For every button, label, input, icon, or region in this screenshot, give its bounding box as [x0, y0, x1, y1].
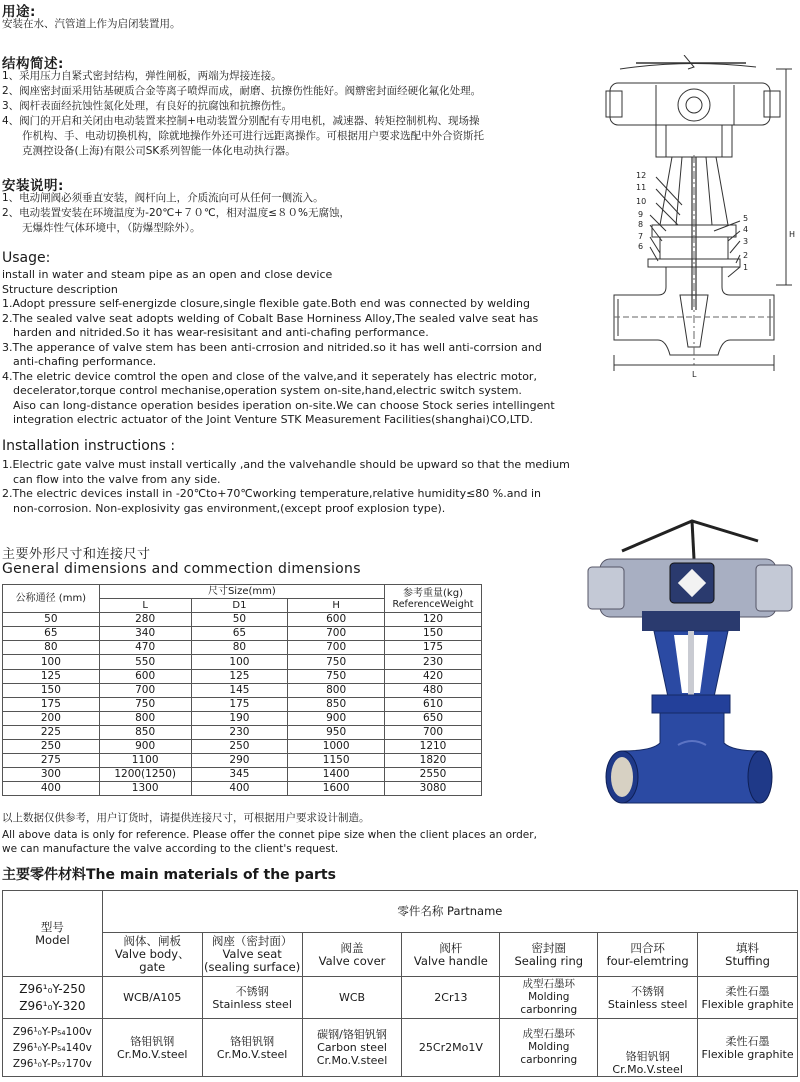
cell: 80 — [191, 641, 288, 655]
usage-en-list — [2, 268, 555, 428]
col-en: four-elemtring — [606, 953, 689, 968]
table-row — [3, 1019, 798, 1077]
cell-text: Stainless steel — [212, 997, 292, 1011]
cell-text: 成型石墨环 — [522, 1028, 576, 1040]
cell: 420 — [385, 669, 482, 683]
cell — [500, 977, 598, 1019]
model-name: Z96¹₀Y-320 — [19, 998, 86, 1013]
cell — [102, 1019, 202, 1077]
part-number-label: 1 — [743, 263, 749, 272]
cell-text: Carbon steel — [317, 1041, 387, 1054]
model-name: Z96¹₀Y-P₅₇170v — [12, 1057, 92, 1070]
cell: 1820 — [385, 754, 482, 768]
dimension-l-label: L — [692, 370, 697, 379]
install-en-title: Installation instructions : — [2, 438, 176, 454]
cell: 345 — [191, 768, 288, 782]
cell: 1100 — [99, 754, 191, 768]
cell-text: 不锈钢 — [631, 984, 665, 998]
col-valve-cover — [302, 933, 402, 977]
cell: 900 — [99, 740, 191, 754]
table-row — [3, 669, 482, 683]
cell: 800 — [99, 711, 191, 725]
cell: 470 — [99, 641, 191, 655]
cell-text: Flexible graphite — [701, 1047, 794, 1061]
cell-text: Molding carbonring — [520, 991, 578, 1016]
usage-en-line: 2.The sealed valve seat adopts welding of Cobalt Base Horniness Alloy,The sealed valve seat has — [2, 311, 539, 325]
col-en: Valve cover — [318, 953, 386, 968]
install-cn-list — [2, 191, 350, 236]
cell: 280 — [99, 613, 191, 627]
table-row — [3, 655, 482, 669]
cell-text: Stainless steel — [607, 997, 688, 1011]
cell: 120 — [385, 613, 482, 627]
cell: 650 — [385, 711, 482, 725]
install-en-line: 2.The electric devices install in -20℃to+70℃working temperature,relative humidity≤80 %.and in — [2, 487, 541, 500]
dimensions-title-cn: 主要外形尺寸和连接尺寸 — [2, 547, 151, 562]
col-valve-seat — [202, 933, 302, 977]
structure-cn-item: 2、阀座密封面采用钴基硬质合金等离子喷焊而成，耐磨、抗擦伤性能好。阀辧密封面经硬化氟化处理。 — [2, 85, 482, 97]
cell: 175 — [3, 697, 100, 711]
install-cn-item: 2、电动装置安装在环境温度为-20℃+７０℃，相对温度≤８０%无腐蚀， — [2, 207, 350, 219]
cell-text: Cr.Mo.V.steel — [216, 1047, 288, 1061]
part-number-label: 11 — [636, 183, 647, 192]
col-en: gate — [139, 960, 166, 974]
col-four-ring — [598, 933, 698, 977]
table-row — [3, 613, 482, 627]
cell: 400 — [3, 782, 100, 796]
cell: 750 — [288, 669, 385, 683]
table-row — [3, 697, 482, 711]
col-stuffing — [698, 933, 798, 977]
cell: 300 — [3, 768, 100, 782]
usage-cn-title: 用途: — [2, 4, 36, 20]
cell: 1210 — [385, 740, 482, 754]
part-number-label: 7 — [638, 232, 644, 241]
col-cn: 阀盖 — [340, 940, 364, 955]
install-en-line: non-corrosion. Non-explosivity gas environment,(except proof explosion type). — [13, 501, 446, 515]
cell-text: 铬钼钒钢 — [625, 1050, 670, 1063]
part-number-label: 12 — [636, 171, 647, 180]
part-number-label: 3 — [743, 237, 749, 246]
model-name: Z96¹₀Y-P₅₄140v — [12, 1041, 92, 1054]
cell: 150 — [3, 683, 100, 697]
cell — [598, 1019, 698, 1077]
usage-en-line: install in water and steam pipe as an open and close device — [2, 268, 333, 281]
col-en: Valve body、 — [114, 947, 190, 961]
cell-text: WCB — [338, 991, 366, 1004]
cell: 1600 — [288, 782, 385, 796]
cell — [698, 1019, 798, 1077]
cell: 125 — [3, 669, 100, 683]
cell: 700 — [288, 627, 385, 641]
table-row — [3, 754, 482, 768]
weight-header-en: ReferenceWeight — [392, 598, 474, 610]
cell — [598, 977, 698, 1019]
dn-header: 公称通径 (mm) — [3, 585, 100, 613]
col-en: Valve seat — [222, 947, 282, 961]
col-valve-body — [102, 933, 202, 977]
cell: 230 — [385, 655, 482, 669]
install-en-line: 1.Electric gate valve must install vertically ,and the valvehandle should be upward so that the medium — [2, 458, 570, 471]
cell: 275 — [3, 754, 100, 768]
col-en: Stuffing — [725, 953, 770, 968]
weight-header-cn: 参考重量(kg) — [403, 587, 463, 599]
dimension-h-label: H — [789, 230, 796, 239]
cell: 900 — [288, 711, 385, 725]
usage-en-line: integration electric actuator of the Joint Venture STK Measurement Facilities(shanghai)CO,LTD. — [13, 413, 534, 426]
cell: 150 — [385, 627, 482, 641]
cell: 850 — [288, 697, 385, 711]
cell: 850 — [99, 725, 191, 739]
part-number-label: 6 — [638, 242, 644, 251]
col-en: (sealing surface) — [204, 960, 301, 974]
cell: 230 — [191, 725, 288, 739]
cell-text: WCB/A105 — [123, 991, 182, 1004]
cell: 190 — [191, 711, 288, 725]
dimensions-note-en-1: All above data is only for reference. Please offer the connet pipe size when the client places an order, — [2, 829, 537, 841]
usage-en-line: 4.The eletric device comtrol the open and close of the valve,and it seperately has electric motor, — [2, 369, 537, 383]
install-cn-item: 无爆炸性气体环境中，（防爆型除外）。 — [22, 222, 201, 234]
cell-text: 柔性石墨 — [725, 1034, 770, 1048]
model-cell — [3, 977, 103, 1019]
model-header-en: Model — [35, 932, 70, 947]
table-row — [3, 782, 482, 796]
cell: 480 — [385, 683, 482, 697]
cell: 290 — [191, 754, 288, 768]
cell: 1200(1250) — [99, 768, 191, 782]
structure-cn-title: 结构简述: — [2, 56, 64, 72]
cell-text: 成型石墨环 — [522, 978, 576, 990]
cell — [698, 977, 798, 1019]
structure-cn-item: 3、阀杆表面经抗蚀性氮化处理，有良好的抗腐蚀和抗擦伤性。 — [2, 100, 293, 112]
cell-text: Cr.Mo.V.steel — [612, 1063, 683, 1076]
col-cn: 密封圈 — [531, 940, 567, 955]
table-row — [3, 740, 482, 754]
model-header-cn: 型号 — [40, 919, 64, 934]
table-row — [3, 725, 482, 739]
table-row — [3, 641, 482, 655]
usage-en-line: 3.The apperance of valve stem has been anti-crrosion and nitrided.so it has well anti-corrsion and — [2, 340, 542, 354]
table-row — [3, 977, 798, 1019]
cell: 100 — [3, 655, 100, 669]
cell: 950 — [288, 725, 385, 739]
structure-cn-item: 克测控设备(上海)有限公司SK系列智能一体化电动执行器。 — [22, 145, 296, 157]
cell: 600 — [99, 669, 191, 683]
structure-cn-item: 1、采用压力自紧式密封结构，弹性闸板，两端为焊接连接。 — [2, 70, 282, 82]
cell: 700 — [385, 725, 482, 739]
cell: 225 — [3, 725, 100, 739]
structure-cn-list — [2, 69, 484, 159]
dimensions-table — [2, 584, 482, 796]
cell — [302, 977, 402, 1019]
col-en: Valve handle — [413, 953, 488, 968]
install-en-list — [2, 458, 570, 516]
size-header: 尺寸Size(mm) — [99, 585, 384, 599]
cell: 250 — [3, 740, 100, 754]
cell: 125 — [191, 669, 288, 683]
cell: 610 — [385, 697, 482, 711]
col-valve-handle — [402, 933, 500, 977]
cell: 700 — [288, 641, 385, 655]
cell-text: 铬钼钒钢 — [130, 1034, 175, 1048]
cell: 800 — [288, 683, 385, 697]
cell-text: Cr.Mo.V.steel — [316, 1054, 388, 1067]
cell — [402, 977, 500, 1019]
cell: 400 — [191, 782, 288, 796]
cell — [202, 977, 302, 1019]
col-cn: 四合环 — [630, 940, 665, 955]
model-name: Z96¹₀Y-P₅₄100v — [12, 1025, 92, 1038]
cell: 50 — [3, 613, 100, 627]
cell-text: 铬钼钒钢 — [230, 1034, 275, 1048]
cell: 145 — [191, 683, 288, 697]
cell: 550 — [99, 655, 191, 669]
cell-text: Flexible graphite — [701, 997, 794, 1011]
cell: 1400 — [288, 768, 385, 782]
cell: 65 — [191, 627, 288, 641]
col-d1-header: D1 — [191, 599, 288, 613]
col-l-header: L — [99, 599, 191, 613]
dimensions-note-cn: 以上数据仅供参考，用户订货时，请提供连接尺寸，可根据用户要求设计制造。 — [2, 812, 370, 824]
cell-text: 碳钢/铬钼钒钢 — [317, 1028, 387, 1041]
table-row — [3, 627, 482, 641]
usage-en-line: decelerator,torque control mechanise,operation system on-site,hand,electric switch system. — [13, 384, 522, 397]
col-cn: 阀座（密封面） — [211, 934, 293, 948]
cell: 100 — [191, 655, 288, 669]
part-number-label: 2 — [743, 251, 749, 260]
cell: 175 — [191, 697, 288, 711]
usage-en-title: Usage: — [2, 250, 51, 266]
materials-title: 主要零件材料The main materials of the parts — [2, 867, 336, 883]
install-cn-title: 安装说明: — [2, 178, 64, 194]
usage-cn-text: 安装在水、汽管道上作为启闭装置用。 — [2, 18, 181, 30]
cell-text: Molding carbonring — [520, 1041, 578, 1066]
part-number-label: 8 — [638, 220, 644, 229]
cell — [402, 1019, 500, 1077]
structure-cn-item: 作机构、手、电动切换机构，除就地操作外还可进行远距离操作。可根据用户要求选配中外合资斯托 — [22, 130, 484, 142]
cell — [202, 1019, 302, 1077]
table-row — [3, 768, 482, 782]
part-number-label: 5 — [743, 214, 749, 223]
partname-header: 零件名称 Partname — [102, 891, 797, 933]
cell: 700 — [99, 683, 191, 697]
cell-text: Cr.Mo.V.steel — [117, 1047, 188, 1061]
part-number-label: 9 — [638, 210, 644, 219]
install-en-line: can flow into the valve from any side. — [13, 472, 221, 486]
part-number-label: 4 — [743, 225, 749, 234]
cell: 250 — [191, 740, 288, 754]
cell: 340 — [99, 627, 191, 641]
cell: 1000 — [288, 740, 385, 754]
col-sealing-ring — [500, 933, 598, 977]
cell: 2550 — [385, 768, 482, 782]
structure-cn-item: 4、阀门的开启和关闭由电动装置来控制+电动装置分别配有专用电机，减速器、转矩控制机构、现场操 — [2, 115, 480, 127]
cell-text: 25Cr2Mo1V — [418, 1041, 483, 1054]
model-header — [3, 891, 103, 977]
dimensions-title-en: General dimensions and commection dimensions — [2, 561, 361, 577]
cell — [500, 1019, 598, 1077]
install-cn-item: 1、电动闸阀必须垂直安装，阀杆向上，介质流向可从任何一侧流入。 — [2, 192, 324, 204]
cell-text: 柔性石墨 — [725, 984, 770, 998]
cell — [302, 1019, 402, 1077]
col-cn: 阀杆 — [439, 940, 463, 955]
usage-en-line: anti-chafing performance. — [13, 355, 157, 368]
table-row — [3, 711, 482, 725]
valve-section-drawing — [596, 55, 800, 380]
cell — [102, 977, 202, 1019]
materials-table — [2, 890, 798, 1077]
table-row — [3, 683, 482, 697]
cell: 65 — [3, 627, 100, 641]
cell: 600 — [288, 613, 385, 627]
cell: 50 — [191, 613, 288, 627]
cell: 3080 — [385, 782, 482, 796]
col-cn: 填料 — [736, 940, 760, 955]
cell: 80 — [3, 641, 100, 655]
cell: 750 — [288, 655, 385, 669]
cell: 1300 — [99, 782, 191, 796]
usage-en-line: Structure description — [2, 282, 118, 296]
dimensions-note-en-2: we can manufacture the valve according to the client's request. — [2, 843, 339, 855]
cell-text: 不锈钢 — [235, 984, 269, 998]
weight-header — [385, 585, 482, 613]
cell: 750 — [99, 697, 191, 711]
model-name: Z96¹₀Y-250 — [19, 981, 86, 996]
col-en: Sealing ring — [514, 953, 584, 968]
valve-product-photo — [582, 515, 800, 805]
model-cell — [3, 1019, 103, 1077]
cell: 200 — [3, 711, 100, 725]
cell: 175 — [385, 641, 482, 655]
col-h-header: H — [288, 599, 385, 613]
cell: 1150 — [288, 754, 385, 768]
usage-en-line: harden and nitrided.So it has wear-resisitant and anti-chafing performance. — [13, 326, 429, 339]
usage-en-line: 1.Adopt pressure self-energizde closure,single flexible gate.Both end was connected by welding — [2, 297, 530, 310]
usage-en-line: Aiso can long-distance operation besides iperation on-site.We can choose Stock series intellingent — [13, 398, 555, 412]
part-number-label: 10 — [636, 197, 647, 206]
cell-text: 2Cr13 — [434, 991, 468, 1004]
col-cn: 阀体、闸板 — [123, 934, 181, 948]
